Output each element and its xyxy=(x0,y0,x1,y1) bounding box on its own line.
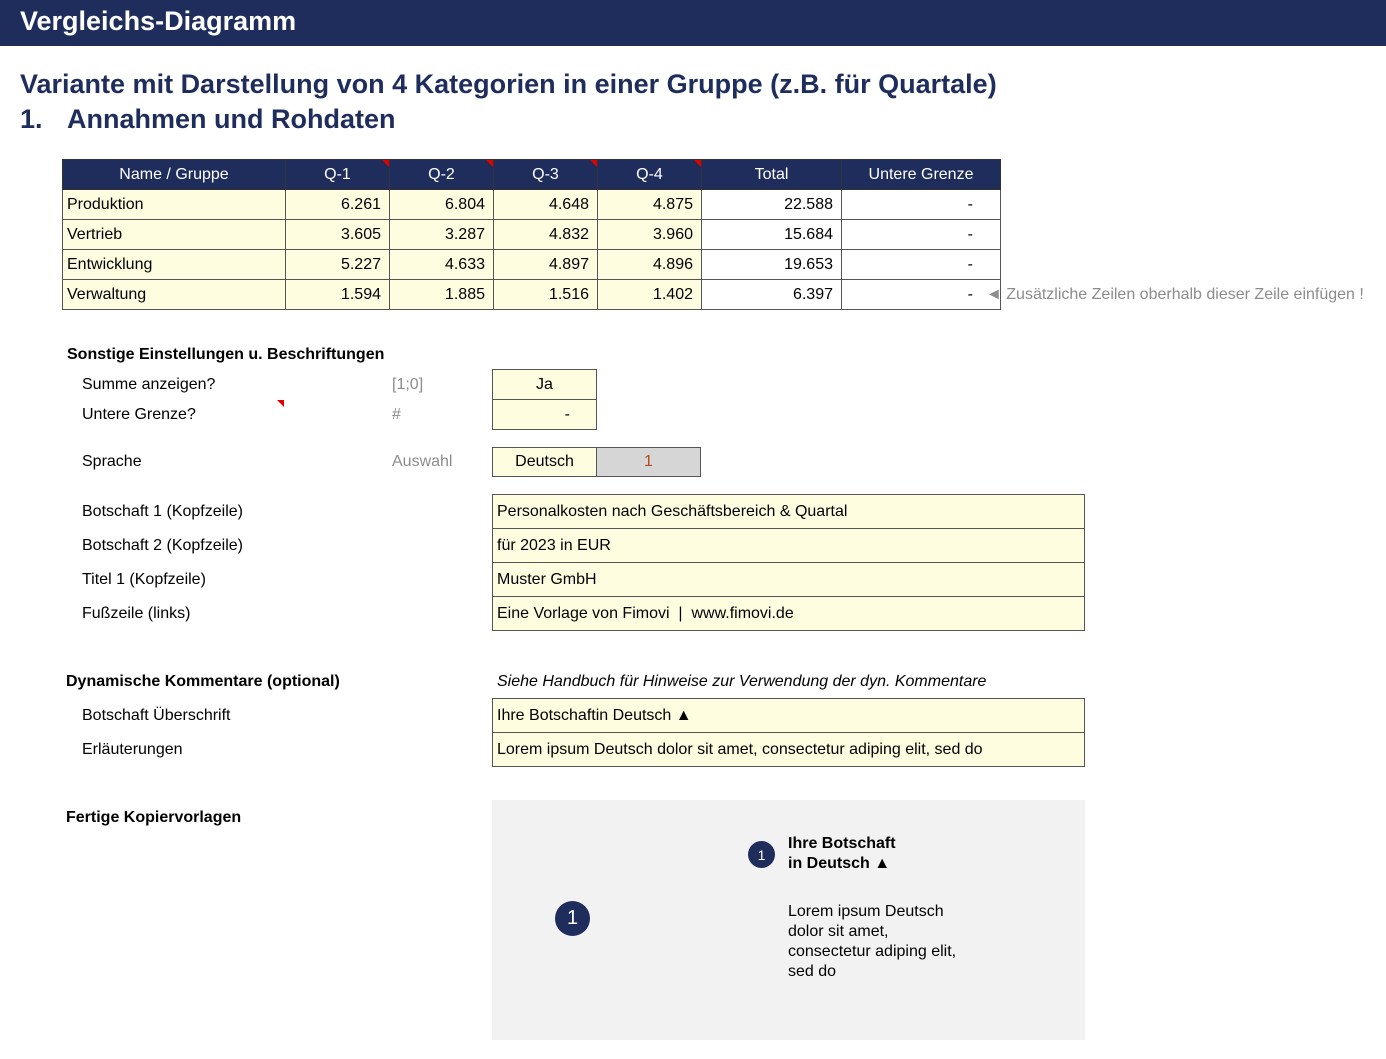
comment-marker-icon[interactable] xyxy=(382,160,389,167)
language-label: Sprache xyxy=(82,453,142,470)
cell-name[interactable]: Produktion xyxy=(63,190,286,220)
column-header-q2: Q-2 xyxy=(390,160,494,190)
sum-label: Summe anzeigen? xyxy=(82,376,216,393)
comment-marker-icon[interactable] xyxy=(590,160,597,167)
table-row xyxy=(63,220,1001,250)
cell-total[interactable]: 15.684 xyxy=(702,220,842,250)
table-row xyxy=(63,250,1001,280)
heading-input[interactable]: Ihre Botschaftin Deutsch ▲ xyxy=(492,698,1085,733)
column-header-name: Name / Gruppe xyxy=(63,160,286,190)
preview-body-line: sed do xyxy=(788,963,837,980)
app-title: Vergleichs-Diagramm xyxy=(20,6,297,36)
language-select[interactable]: Deutsch xyxy=(492,447,597,477)
comment-marker-icon[interactable] xyxy=(277,400,284,407)
cell-lower-limit[interactable]: - xyxy=(842,250,1001,280)
cell-q1[interactable]: 3.605 xyxy=(286,220,390,250)
explanation-input[interactable]: Lorem ipsum Deutsch dolor sit amet, consectetur adiping elit, sed do xyxy=(492,732,1085,767)
message1-label: Botschaft 1 (Kopfzeile) xyxy=(82,503,243,520)
cell-total[interactable]: 6.397 xyxy=(702,280,842,310)
cell-name[interactable]: Vertrieb xyxy=(63,220,286,250)
title1-input[interactable]: Muster GmbH xyxy=(492,562,1085,597)
cell-q1[interactable]: 1.594 xyxy=(286,280,390,310)
cell-q2[interactable]: 4.633 xyxy=(390,250,494,280)
cell-lower-limit[interactable]: - xyxy=(842,280,1001,310)
section-number: 1. xyxy=(20,104,43,134)
comments-section-title: Dynamische Kommentare (optional) xyxy=(66,673,340,690)
footer-label: Fußzeile (links) xyxy=(82,605,191,622)
cell-q4[interactable]: 4.896 xyxy=(598,250,702,280)
preview-heading-line: Ihre Botschaft xyxy=(788,835,896,852)
cell-q3[interactable]: 1.516 xyxy=(494,280,598,310)
table-row xyxy=(63,190,1001,220)
cell-total[interactable]: 19.653 xyxy=(702,250,842,280)
preview-heading-line: in Deutsch ▲ xyxy=(788,855,891,872)
column-header-q3: Q-3 xyxy=(494,160,598,190)
message2-label: Botschaft 2 (Kopfzeile) xyxy=(82,537,243,554)
sum-hint: [1;0] xyxy=(392,376,424,393)
lower-limit-label: Untere Grenze? xyxy=(82,406,196,423)
cell-q3[interactable]: 4.897 xyxy=(494,250,598,280)
explanation-label: Erläuterungen xyxy=(82,741,183,758)
cell-q2[interactable]: 1.885 xyxy=(390,280,494,310)
column-header-q4: Q-4 xyxy=(598,160,702,190)
page-headline: Variante mit Darstellung von 4 Kategorien in einer Gruppe (z.B. für Quartale) xyxy=(20,69,997,99)
title1-label: Titel 1 (Kopfzeile) xyxy=(82,571,206,588)
comment-marker-icon[interactable] xyxy=(694,160,701,167)
cell-q4[interactable]: 3.960 xyxy=(598,220,702,250)
template-preview[interactable] xyxy=(492,800,1085,1040)
comments-note: Siehe Handbuch für Hinweise zur Verwendung der dyn. Kommentare xyxy=(497,673,987,690)
cell-q1[interactable]: 5.227 xyxy=(286,250,390,280)
section-headline xyxy=(20,104,395,135)
cell-name[interactable]: Verwaltung xyxy=(63,280,286,310)
lower-limit-input[interactable]: - xyxy=(492,399,597,430)
table-header-row xyxy=(63,160,1001,190)
message1-input[interactable]: Personalkosten nach Geschäftsbereich & Quartal xyxy=(492,494,1085,529)
title-bar xyxy=(0,0,1386,46)
column-header-total: Total xyxy=(702,160,842,190)
cell-q3[interactable]: 4.832 xyxy=(494,220,598,250)
number-badge-small: 1 xyxy=(748,841,775,868)
preview-body xyxy=(788,902,988,982)
preview-body-line: dolor sit amet, xyxy=(788,923,889,940)
sum-input[interactable]: Ja xyxy=(492,369,597,400)
cell-q2[interactable]: 6.804 xyxy=(390,190,494,220)
cell-q4[interactable]: 4.875 xyxy=(598,190,702,220)
section-title: Annahmen und Rohdaten xyxy=(67,104,396,134)
column-header-q1: Q-1 xyxy=(286,160,390,190)
heading-label: Botschaft Überschrift xyxy=(82,707,231,724)
cell-name[interactable]: Entwicklung xyxy=(63,250,286,280)
cell-q2[interactable]: 3.287 xyxy=(390,220,494,250)
number-badge-large: 1 xyxy=(555,901,590,936)
insert-rows-hint: ◄ Zusätzliche Zeilen oberhalb dieser Zeile einfügen ! xyxy=(986,286,1364,303)
table-row xyxy=(63,280,1001,310)
language-hint: Auswahl xyxy=(392,453,453,470)
cell-lower-limit[interactable]: - xyxy=(842,190,1001,220)
footer-input[interactable]: Eine Vorlage von Fimovi | www.fimovi.de xyxy=(492,596,1085,631)
cell-total[interactable]: 22.588 xyxy=(702,190,842,220)
language-index: 1 xyxy=(596,447,701,477)
message2-input[interactable]: für 2023 in EUR xyxy=(492,528,1085,563)
settings-section-title: Sonstige Einstellungen u. Beschriftungen xyxy=(67,346,385,363)
cell-q4[interactable]: 1.402 xyxy=(598,280,702,310)
templates-section-title: Fertige Kopiervorlagen xyxy=(66,809,242,826)
raw-data-table xyxy=(62,159,1001,310)
cell-lower-limit[interactable]: - xyxy=(842,220,1001,250)
preview-body-line: Lorem ipsum Deutsch xyxy=(788,903,944,920)
preview-body-line: consectetur adiping elit, xyxy=(788,943,957,960)
preview-heading xyxy=(788,834,988,874)
cell-q1[interactable]: 6.261 xyxy=(286,190,390,220)
lower-limit-hint: # xyxy=(392,406,401,423)
column-header-lower-limit: Untere Grenze xyxy=(842,160,1001,190)
comment-marker-icon[interactable] xyxy=(486,160,493,167)
cell-q3[interactable]: 4.648 xyxy=(494,190,598,220)
